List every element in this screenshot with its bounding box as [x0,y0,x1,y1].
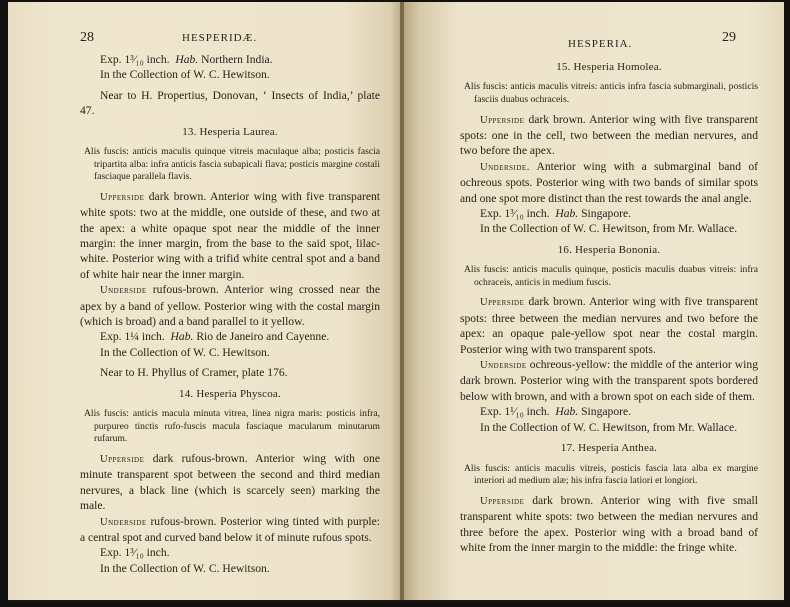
collection-line: In the Collection of W. C. Hewitson. [100,561,270,575]
upperside-description: Upperside dark rufous-brown. Anterior wing with one minute transparent spot between the second and third median nervures, a black line (which is scarcely seen) marking the male. [80,451,380,513]
exp-line: Exp. 1¹⁄₁₀ inch. Hab. Singapore. [480,405,632,419]
underside-description: Underside rufous-brown. Anterior wing crossed near the apex by a band of yellow. Posterior wing with the costal margin (which is broad) and a band parallel to it yellow. [80,283,380,329]
collection-line: In the Collection of W. C. Hewitson. [100,345,270,359]
collection-line: In the Collection of W. C. Hewitson. [100,68,270,82]
right-column [460,54,758,555]
running-head: HESPERIA. [568,38,633,50]
latin-diagnosis: Alis fuscis: anticis maculis vitreis: anticis infra fascia submarginali, posticis fasciis duabus ochraceis. [464,81,758,105]
latin-diagnosis: Alis fuscis: anticis macula minuta vitrea, linea nigra maris: posticis infra, purpureo tinctis rufo-fuscis macula fasciaque macularum minutarum rufarum. [84,408,380,445]
underside-description: Underside. Anterior wing with a submarginal band of ochreous spots. Posterior wing with two bands of similar spots and one spot more distinct than the rest towards the anal angle. [460,159,758,205]
left-column [80,52,380,576]
open-book [8,2,784,602]
species-title: 16. Hesperia Bononia. [557,243,661,256]
latin-diagnosis: Alis fuscis: anticis maculis quinque vitreis maculaque alba; posticis fascia tripartita alba: infra anticis fascia subapicali flava; posticis margine costali fasciaque parallela flavis. [84,146,380,183]
species-title: 14. Hesperia Physcoa. [179,387,281,400]
exp-line: Exp. 1¼ inch. Hab. Rio de Janeiro and Cayenne. [100,330,330,344]
right-page [404,2,784,600]
species-title: 15. Hesperia Homolea. [556,61,662,73]
species-title: 13. Hesperia Laurea. [182,125,278,138]
running-head: HESPERIDÆ. [182,32,258,44]
upperside-description: Upperside dark brown. Anterior wing with five transparent spots: one in the cell, two between the median nervures, and two before the apex. [460,112,758,158]
page-number: 28 [80,30,94,45]
exp-line: Exp. 1³⁄₁₀ inch. [100,546,170,560]
exp-line: Exp. 1³⁄₁₀ inch. Hab. Northern India. [100,53,273,66]
upperside-description: Upperside dark brown. Anterior wing with five small transparent white spots: two between the median nervures and three before the apex. Posterior wing with a broad band of white from the inner margin to the middle: the fringe white. [460,493,759,554]
upperside-description: Upperside dark brown. Anterior wing with five transparent spots: three between the median nervures and two before the apex: an opaque pale-yellow spot near the costal margin. Posterior wing with two transparent spots. [460,295,758,356]
latin-diagnosis: Alis fuscis: anticis maculis quinque, posticis maculis duabus vitreis: infra ochraceis, anticis in medium fuscis. [464,264,758,288]
underside-description: Underside ochreous-yellow: the middle of the anterior wing dark brown. Posterior wing with the transparent spots bordered below with brown, and with a brown spot on each side of them. [460,358,758,403]
collection-line: In the Collection of W. C. Hewitson, from Mr. Wallace. [480,420,738,434]
near-line: Near to H. Propertius, Donovan, ‘ Insects of India,’ plate 47. [80,88,380,118]
species-title: 17. Hesperia Anthea. [560,442,658,455]
upperside-description: Upperside dark brown. Anterior wing with five transparent white spots: two at the middle, one outside of these, and two at the apex: a white opaque spot near the middle of the inner margin: the inner margin, from the base to the said spot, lilac-white. Posterior wing with a trifid white central spot and a band of white hair near the inner margin. [80,189,380,281]
collection-line: In the Collection of W. C. Hewitson, from Mr. Wallace. [480,222,738,236]
page-number: 29 [722,30,736,45]
latin-diagnosis: Alis fuscis: anticis maculis vitreis, posticis fascia lata alba ex margine interiori ad medium alæ; his infra fascia latiori et longiori. [464,462,758,487]
left-page [8,2,402,600]
underside-description: Underside rufous-brown. Posterior wing tinted with purple: a central spot and curved band below it of minute rufous spots. [80,514,380,544]
near-line: Near to H. Phyllus of Cramer, plate 176. [100,366,288,380]
exp-line: Exp. 1³⁄₁₀ inch. Hab. Singapore. [480,207,632,221]
